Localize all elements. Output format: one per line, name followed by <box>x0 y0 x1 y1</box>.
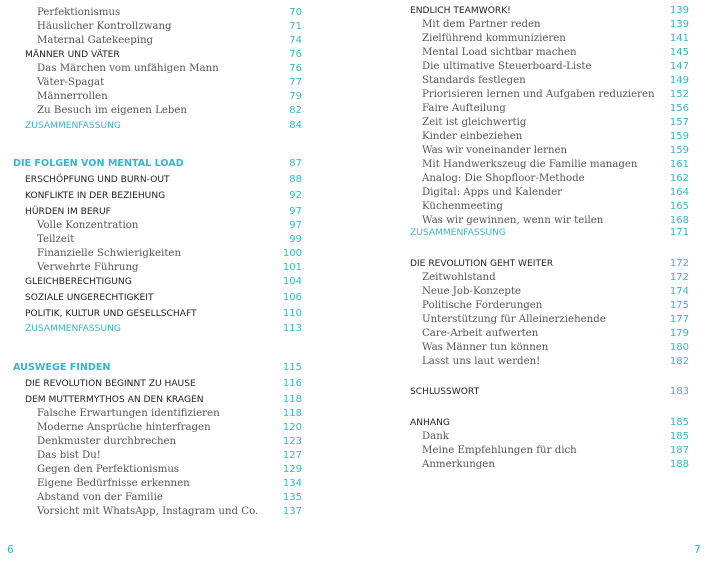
toc-entry-page: 135 <box>282 492 302 503</box>
toc-entry-title: HÜRDEN IM BERUF <box>25 207 111 217</box>
toc-entry <box>410 4 689 18</box>
toc-entry-page: 76 <box>289 49 302 60</box>
toc-entry <box>37 421 302 435</box>
toc-entry-title: Unterstützung für Alleinerziehende <box>422 314 606 325</box>
toc-entry-page: 152 <box>669 89 689 100</box>
toc-entry <box>422 32 689 46</box>
toc-entry-page: 139 <box>669 5 689 16</box>
toc-entry-page: 82 <box>289 105 302 116</box>
toc-entry-page: 183 <box>669 386 689 397</box>
toc-entry <box>25 307 302 321</box>
toc-entry-page: 88 <box>289 174 302 185</box>
toc-entry-title: Zu Besuch im eigenen Leben <box>37 105 187 116</box>
toc-entry-title: Digital: Apps und Kalender <box>422 187 563 198</box>
toc-entry-title: ENDLICH TEAMWORK! <box>410 6 511 16</box>
toc-entry-page: 92 <box>289 190 302 201</box>
toc-entry <box>422 186 689 200</box>
toc-entry <box>37 90 302 104</box>
toc-entry <box>37 261 302 275</box>
toc-entry-page: 162 <box>669 173 689 184</box>
toc-entry <box>422 200 689 214</box>
toc-entry-title: Häuslicher Kontrollzwang <box>37 21 172 32</box>
toc-entry-page: 118 <box>282 408 302 419</box>
toc-entry-title: Meine Empfehlungen für dich <box>422 445 577 456</box>
toc-entry <box>422 60 689 74</box>
toc-entry <box>422 130 689 144</box>
toc-entry <box>422 285 689 299</box>
toc-entry-title: DEM MUTTERMYTHOS AN DEN KRAGEN <box>25 395 204 405</box>
toc-entry <box>422 271 689 285</box>
toc-entry <box>422 299 689 313</box>
toc-entry-title: Analog: Die Shopfloor-Methode <box>422 173 585 184</box>
toc-entry <box>37 34 302 48</box>
toc-entry-title: Zeitwohlstand <box>422 272 496 283</box>
toc-entry <box>410 257 689 271</box>
toc-entry-page: 99 <box>289 234 302 245</box>
toc-entry-title: SCHLUSSWORT <box>410 387 480 397</box>
toc-entry-title: Mit Handwerkszeug die Familie managen <box>422 159 638 170</box>
toc-entry-title: KONFLIKTE IN DER BEZIEHUNG <box>25 191 166 201</box>
toc-entry <box>37 233 302 247</box>
toc-entry-title: Moderne Ansprüche hinterfragen <box>37 422 211 433</box>
toc-entry <box>37 247 302 261</box>
toc-entry-page: 185 <box>669 417 689 428</box>
toc-entry-title: SOZIALE UNGERECHTIGKEIT <box>25 293 154 303</box>
toc-entry-page: 100 <box>282 248 302 259</box>
toc-entry-title: Mit dem Partner reden <box>422 19 541 30</box>
toc-entry-title: ZUSAMMENFASSUNG <box>25 121 121 131</box>
toc-entry-title: DIE REVOLUTION GEHT WEITER <box>410 259 554 269</box>
toc-entry-title: ZUSAMMENFASSUNG <box>410 228 506 238</box>
toc-entry-page: 159 <box>669 145 689 156</box>
toc-entry <box>422 102 689 116</box>
toc-entry-page: 71 <box>289 21 302 32</box>
toc-entry <box>410 416 689 430</box>
toc-entry-page: 101 <box>282 262 302 273</box>
toc-entry-page: 139 <box>669 19 689 30</box>
toc-entry-title: DIE FOLGEN VON MENTAL LOAD <box>13 158 184 169</box>
toc-entry <box>25 119 302 133</box>
toc-entry <box>422 341 689 355</box>
toc-entry-title: Was Männer tun können <box>422 342 549 353</box>
toc-entry <box>422 313 689 327</box>
toc-entry-page: 159 <box>669 131 689 142</box>
toc-entry <box>37 435 302 449</box>
toc-entry-page: 187 <box>669 445 689 456</box>
toc-entry-page: 182 <box>669 356 689 367</box>
toc-entry <box>37 20 302 34</box>
toc-entry-page: 129 <box>282 464 302 475</box>
toc-entry-title: Zeit ist gleichwertig <box>422 117 527 128</box>
toc-entry <box>422 116 689 130</box>
toc-entry <box>422 88 689 102</box>
toc-entry-page: 147 <box>669 61 689 72</box>
toc-entry-page: 70 <box>289 7 302 18</box>
toc-entry-page: 120 <box>282 422 302 433</box>
toc-entry <box>37 104 302 118</box>
toc-entry-title: Priorisieren lernen und Aufgaben reduzieren <box>422 89 655 100</box>
toc-entry <box>422 458 689 472</box>
toc-entry-page: 172 <box>669 272 689 283</box>
toc-entry-page: 188 <box>669 459 689 470</box>
toc-entry-title: Vorsicht mit WhatsApp, Instagram und Co. <box>37 506 259 517</box>
toc-entry <box>37 505 302 519</box>
toc-entry-page: 179 <box>669 328 689 339</box>
toc-entry-title: Finanzielle Schwierigkeiten <box>37 248 182 259</box>
toc-entry-page: 123 <box>282 436 302 447</box>
toc-entry <box>37 76 302 90</box>
toc-entry-page: 161 <box>669 159 689 170</box>
toc-entry <box>37 62 302 76</box>
toc-entry-page: 116 <box>282 378 302 389</box>
toc-entry-page: 149 <box>669 75 689 86</box>
toc-entry-page: 77 <box>289 77 302 88</box>
toc-entry <box>422 172 689 186</box>
toc-entry-title: Was wir gewinnen, wenn wir teilen <box>422 215 604 226</box>
toc-entry-title: Perfektionismus <box>37 7 121 18</box>
toc-entry-page: 157 <box>669 117 689 128</box>
toc-entry-title: Teilzeit <box>37 234 75 245</box>
toc-entry-title: Dank <box>422 431 449 442</box>
toc-entry <box>25 48 302 62</box>
toc-entry-title: Standards festlegen <box>422 75 526 86</box>
toc-entry-page: 156 <box>669 103 689 114</box>
toc-entry <box>37 491 302 505</box>
toc-entry-title: Zielführend kommunizieren <box>422 33 566 44</box>
toc-entry-title: Faire Aufteilung <box>422 103 506 114</box>
toc-entry-title: Mental Load sichtbar machen <box>422 47 577 58</box>
toc-entry <box>25 393 302 407</box>
toc-entry-page: 141 <box>669 33 689 44</box>
right-page <box>354 0 707 562</box>
toc-entry-page: 185 <box>669 431 689 442</box>
toc-entry <box>37 449 302 463</box>
toc-entry-title: Was wir voneinander lernen <box>422 145 568 156</box>
toc-entry <box>37 6 302 20</box>
toc-entry-page: 165 <box>669 201 689 212</box>
toc-entry-title: Das bist Du! <box>37 450 101 461</box>
toc-entry-page: 76 <box>289 63 302 74</box>
toc-entry-page: 84 <box>289 120 302 131</box>
left-toc <box>0 0 353 562</box>
toc-entry <box>410 226 689 240</box>
toc-entry <box>25 377 302 391</box>
toc-entry <box>422 355 689 369</box>
toc-entry <box>25 205 302 219</box>
toc-entry-page: 74 <box>289 35 302 46</box>
toc-entry-page: 171 <box>669 227 689 238</box>
toc-entry <box>422 430 689 444</box>
toc-entry <box>25 189 302 203</box>
toc-entry-title: Das Märchen vom unfähigen Mann <box>37 63 219 74</box>
toc-entry-title: Volle Konzentration <box>37 220 139 231</box>
page-number-left: 6 <box>7 544 14 556</box>
toc-entry-title: Denkmuster durchbrechen <box>37 436 177 447</box>
toc-entry-title: AUSWEGE FINDEN <box>13 362 111 373</box>
toc-entry-title: Maternal Gatekeeping <box>37 35 154 46</box>
toc-entry-title: GLEICHBERECHTIGUNG <box>25 277 132 287</box>
toc-entry-page: 145 <box>669 47 689 58</box>
toc-entry-page: 97 <box>289 206 302 217</box>
right-toc <box>354 0 707 562</box>
toc-entry-title: Falsche Erwartungen identifizieren <box>37 408 220 419</box>
toc-entry-page: 104 <box>282 276 302 287</box>
toc-entry <box>410 385 689 399</box>
toc-entry-title: Kinder einbeziehen <box>422 131 523 142</box>
toc-entry-page: 175 <box>669 300 689 311</box>
toc-entry <box>422 144 689 158</box>
toc-entry <box>25 322 302 336</box>
toc-entry-page: 174 <box>669 286 689 297</box>
toc-entry-page: 177 <box>669 314 689 325</box>
toc-entry-page: 106 <box>282 292 302 303</box>
toc-entry-title: Eigene Bedürfnisse erkennen <box>37 478 190 489</box>
toc-entry <box>37 219 302 233</box>
toc-entry-title: Abstand von der Familie <box>37 492 163 503</box>
toc-entry-title: Küchenmeeting <box>422 201 503 212</box>
toc-entry <box>13 361 302 375</box>
toc-entry-title: Politische Forderungen <box>422 300 543 311</box>
toc-entry <box>25 275 302 289</box>
toc-entry <box>37 477 302 491</box>
toc-entry-page: 97 <box>289 220 302 231</box>
toc-entry <box>422 444 689 458</box>
toc-entry-page: 164 <box>669 187 689 198</box>
toc-entry-page: 127 <box>282 450 302 461</box>
toc-entry-page: 134 <box>282 478 302 489</box>
toc-entry-page: 172 <box>669 258 689 269</box>
toc-entry-title: Anmerkungen <box>422 459 495 470</box>
toc-entry-page: 87 <box>289 158 302 169</box>
toc-entry-title: Lasst uns laut werden! <box>422 356 541 367</box>
toc-entry-title: ERSCHÖPFUNG UND BURN-OUT <box>25 175 170 185</box>
toc-entry <box>422 46 689 60</box>
toc-entry <box>422 327 689 341</box>
toc-entry-page: 113 <box>282 323 302 334</box>
toc-entry <box>25 291 302 305</box>
toc-entry-title: Verwehrte Führung <box>37 262 139 273</box>
left-page <box>0 0 353 562</box>
toc-entry <box>37 463 302 477</box>
toc-entry-title: DIE REVOLUTION BEGINNT ZU HAUSE <box>25 379 196 389</box>
toc-entry-title: ANHANG <box>410 418 450 428</box>
toc-entry <box>25 173 302 187</box>
toc-entry <box>13 157 302 171</box>
toc-entry-title: Gegen den Perfektionismus <box>37 464 180 475</box>
toc-entry-page: 180 <box>669 342 689 353</box>
toc-entry-title: Väter-Spagat <box>37 77 105 88</box>
toc-entry-title: Die ultimative Steuerboard-Liste <box>422 61 592 72</box>
page-number-right: 7 <box>694 544 701 556</box>
toc-entry-page: 115 <box>282 362 302 373</box>
toc-entry-title: ZUSAMMENFASSUNG <box>25 324 121 334</box>
toc-entry-page: 118 <box>282 394 302 405</box>
toc-entry-page: 110 <box>282 308 302 319</box>
toc-entry-title: POLITIK, KULTUR UND GESELLSCHAFT <box>25 309 197 319</box>
toc-entry <box>422 18 689 32</box>
toc-entry <box>422 74 689 88</box>
toc-entry-title: Männerrollen <box>37 91 108 102</box>
toc-entry <box>37 407 302 421</box>
toc-entry-page: 79 <box>289 91 302 102</box>
toc-entry-page: 137 <box>282 506 302 517</box>
toc-entry <box>422 158 689 172</box>
toc-entry-title: Neue Job-Konzepte <box>422 286 522 297</box>
toc-entry-page: 168 <box>669 215 689 226</box>
toc-entry-title: MÄNNER UND VÄTER <box>25 50 120 60</box>
toc-entry-title: Care-Arbeit aufwerten <box>422 328 539 339</box>
